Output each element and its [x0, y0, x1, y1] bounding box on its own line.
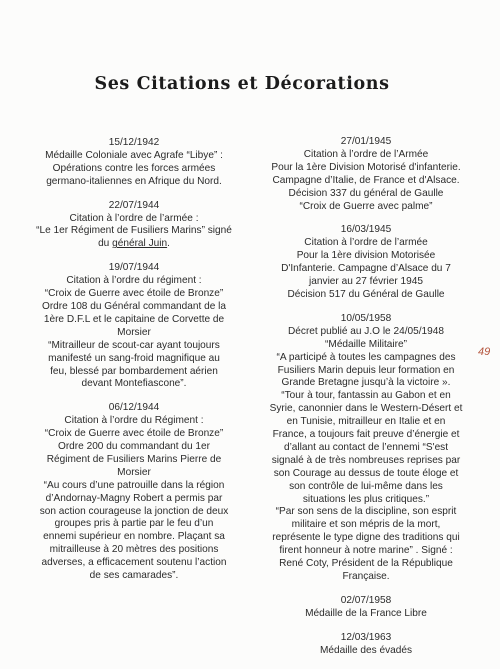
citation-line: Citation à l’ordre du Régiment :: [64, 415, 204, 427]
citation-entry: [256, 224, 476, 301]
citation-line: Décret publié au J.O le 24/05/1948: [288, 325, 444, 337]
citation-line: d’allant au contact de l’ennemi “S'est: [283, 441, 449, 453]
citation-line: d’Andornay-Magny Robert a permis par: [45, 492, 223, 504]
citation-line: “Le 1er Régiment de Fusiliers Marins” signé: [36, 225, 232, 237]
citation-line: situations les plus critiques.”: [302, 493, 430, 505]
citation-date: 15/12/1942: [108, 137, 160, 148]
left-column: [26, 137, 242, 594]
citation-line: Médaille de la France Libre: [305, 607, 427, 619]
citation-line: Syrie, canonnier dans le Western-Désert et: [269, 403, 463, 415]
citation-line: “Par son sens de la discipline, son esprit: [275, 506, 457, 518]
citation-line: janvier au 27 février 1945: [309, 276, 423, 288]
citation-line: René Coty, Président de la République: [279, 558, 453, 570]
citation-line: “Mitrailleur de scout-car ayant toujours: [48, 339, 220, 351]
citation-line: “Tour à tour, fantassin au Gabon et en: [281, 390, 451, 402]
citation-entry: [256, 595, 476, 621]
citation-line: Opérations contre les forces armées: [52, 162, 216, 174]
citation-entry: [26, 137, 242, 189]
citation-entry: [26, 200, 242, 252]
citation-date: 02/07/1958: [340, 594, 392, 606]
citation-line: mitrailleuse à 20 mètres des positions: [49, 544, 219, 556]
citation-date: 27/01/1945: [340, 136, 392, 147]
citation-line: son contrôle de lui-même dans les: [289, 480, 443, 492]
citation-line: Médaille des évadés: [319, 644, 413, 656]
citation-line: Pour la 1ère division Motorisée: [296, 250, 436, 262]
citation-date: 10/05/1958: [340, 312, 392, 324]
citation-line: manifesté un sang-froid magnifique au: [48, 352, 220, 364]
citation-date: 16/03/1945: [340, 224, 392, 236]
page-number: 49: [478, 346, 491, 358]
citation-line: Morsier: [117, 326, 151, 338]
citation-line: “Médaille Militaire”: [325, 338, 407, 350]
citation-line: devant Montefiascone”.: [81, 378, 187, 390]
citation-line: Campagne d’Italie, de France et d'Alsace.: [272, 174, 460, 186]
citation-line: Décision 337 du général de Gaulle: [288, 187, 444, 199]
citation-line: Décision 517 du Général de Gaulle: [287, 288, 445, 300]
citation-line: Fusiliers Marin depuis leur formation en: [277, 364, 455, 376]
citation-line: Française.: [342, 571, 390, 582]
citation-entry: [256, 632, 476, 658]
citation-date: 06/12/1944: [108, 402, 160, 414]
citation-line: Régiment de Fusiliers Marins Pierre de: [46, 453, 222, 465]
citation-line: de ses camarades”.: [89, 570, 179, 582]
citation-line: “Croix de Guerre avec étoile de Bronze”: [44, 288, 224, 300]
citation-line: “Au cours d’une patrouille dans la région: [43, 479, 225, 491]
citation-line: son Courage au dessus de toute éloge et: [273, 467, 459, 479]
citation-line: Médaille Coloniale avec Agrafe “Libye” :: [45, 149, 223, 161]
citation-line: Ordre 200 du commandant du 1er: [57, 441, 211, 453]
citation-line: Pour la 1ère Division Motorisé d'infanterie.: [271, 161, 461, 173]
citation-line: adverses, a efficacement soutenu l’action: [41, 557, 227, 569]
citation-line: ennemi supérieur en nombre. Plaçant sa: [43, 531, 225, 543]
citation-line: “Croix de Guerre avec palme”: [299, 200, 433, 212]
citation-line: “Croix de Guerre avec étoile de Bronze”: [44, 428, 224, 440]
page-title: Ses Citations et Décorations: [94, 74, 390, 94]
citation-line: 1ère D.F.L et le capitaine de Corvette de: [43, 313, 225, 325]
citation-line: Citation à l’ordre de l’Armée: [303, 148, 429, 160]
citation-entry: [256, 136, 476, 213]
right-column: [256, 136, 476, 669]
citation-line: groupes pris à partie par le feu d’un: [54, 518, 214, 530]
citation-line: signalé à de très nombreuses reprises par: [271, 454, 461, 466]
citation-line: Citation à l’ordre de l’armée :: [69, 212, 199, 224]
citation-entry: [256, 313, 476, 584]
citation-line: du général Juin.: [98, 238, 170, 250]
citation-line: “A participé à toutes les campagnes des: [276, 351, 456, 363]
citation-line: militaire et son mépris de la mort,: [291, 519, 441, 531]
citation-line: Ordre 108 du Général commandant de la: [41, 300, 227, 312]
citation-line: feu, blessé par bombardement aérien: [50, 365, 218, 377]
citation-line: Grande Bretagne jusqu’à la victoire ».: [281, 377, 451, 389]
citation-line: germano-italiennes en Afrique du Nord.: [46, 175, 222, 187]
citation-line: France, a toujours fait preuve d’énergie et: [272, 429, 460, 441]
citation-line: en Tunisie, mitrailleur en Italie et en: [286, 416, 446, 428]
citation-date: 19/07/1944: [108, 262, 160, 274]
citation-date: 22/07/1944: [108, 199, 160, 211]
citation-line: D'Infanterie. Campagne d’Alsace du 7: [281, 263, 451, 275]
citation-date: 12/03/1963: [340, 631, 392, 643]
citation-line: Citation à l’ordre de l’armée: [304, 237, 428, 249]
citation-entry: [26, 262, 242, 391]
signatory-name: général Juin: [112, 238, 168, 250]
citation-line: représente le type digne des traditions qui: [272, 532, 460, 544]
citation-line: Citation à l’ordre du régiment :: [66, 275, 202, 287]
citation-entry: [26, 402, 242, 583]
citation-line: son action courageuse la jonction de deux: [39, 505, 229, 517]
citation-line: Morsier: [117, 466, 151, 478]
citation-line: firent honneur à notre marine” . Signé :: [279, 545, 453, 557]
